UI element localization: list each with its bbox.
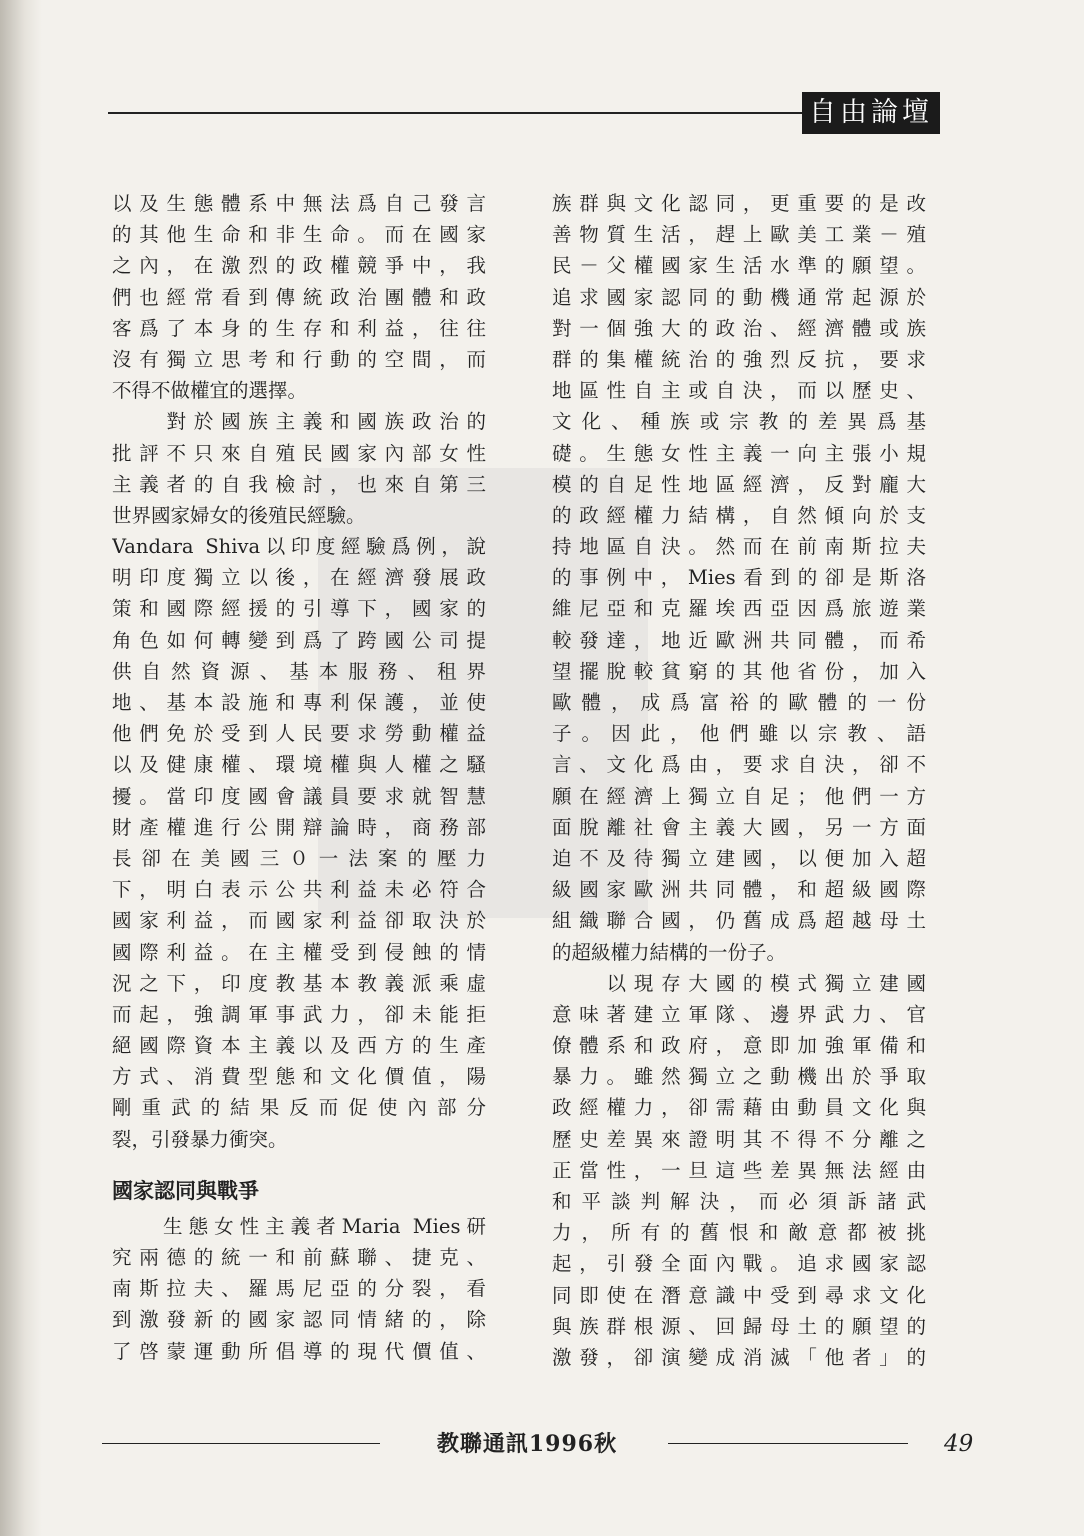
text-line: 供自然資源、基本服務、租界 — [112, 659, 486, 683]
text-line: 持地區自決。然而在前南斯拉夫 — [552, 535, 926, 559]
text-line: 追求國家認同的動機通常起源於 — [552, 285, 926, 309]
text-line: 群的集權統治的強烈反抗，要求 — [552, 347, 926, 371]
text-line: 角色如何轉變到爲了跨國公司提 — [112, 628, 486, 652]
text-line: 力，所有的舊恨和敵意都被挑 — [552, 1221, 926, 1245]
text-line: 究兩德的統一和前蘇聯、捷克、 — [112, 1246, 486, 1269]
text-line: 下，明白表示公共利益未必符合 — [112, 878, 486, 902]
text-line: 世界國家婦女的後殖民經驗。 — [112, 503, 366, 527]
text-line: 生態女性主義者Maria Mies研 — [112, 1214, 486, 1238]
right-column — [552, 188, 926, 1373]
footer-rule-left — [102, 1443, 380, 1444]
text-line: 國家利益，而國家利益卻取決於 — [112, 909, 486, 933]
text-line: 同即使在潛意識中受到尋求文化 — [552, 1283, 926, 1307]
text-line: 僚體系和政府，意即加強軍備和 — [552, 1034, 926, 1058]
text-line: 主義者的自我檢討，也來自第三 — [112, 472, 486, 496]
section-heading: 國家認同與戰爭 — [112, 1178, 259, 1203]
text-line: 與族群根源、回歸母土的願望的 — [552, 1314, 926, 1338]
text-line: 不得不做權宜的選擇。 — [112, 379, 308, 403]
text-line: 以及生態體系中無法爲自己發言 — [112, 192, 486, 215]
text-line: 地、基本設施和專利保護，並使 — [112, 691, 486, 714]
text-line: 迫不及待獨立建國，以便加入超 — [552, 846, 926, 870]
footer — [102, 1430, 974, 1460]
text-line: 組織聯合國，仍舊成爲超越母土 — [552, 909, 926, 933]
footer-rule-right — [668, 1443, 908, 1444]
header-rule — [108, 112, 802, 114]
text-line: 政經權力，卻需藉由動員文化與 — [552, 1096, 926, 1120]
text-line: 善物質生活，趕上歐美工業－殖 — [552, 223, 926, 247]
text-line: 方式、消費型態和文化價值，陽 — [112, 1065, 486, 1089]
text-line: 裂，引發暴力衝突。 — [112, 1127, 288, 1151]
text-line: 況之下，印度教基本教義派乘虛 — [112, 971, 486, 995]
text-line: 意味著建立軍隊、邊界武力、官 — [552, 1002, 926, 1026]
text-line: 礎。生態女性主義一向主張小規 — [552, 441, 926, 465]
text-line: 之內，在激烈的政權競爭中，我 — [112, 254, 486, 278]
text-line: 的超級權力結構的一份子。 — [552, 940, 787, 964]
text-line: 正當性，一旦這些差異無法經由 — [552, 1158, 926, 1182]
text-line: 較發達，地近歐洲共同體，而希 — [552, 628, 926, 652]
text-line: 族群與文化認同，更重要的是改 — [552, 192, 926, 215]
text-line: 客爲了本身的生存和利益，往往 — [112, 316, 486, 340]
text-line: 地區性自主或自決，而以歷史、 — [552, 379, 926, 403]
text-line: 財產權進行公開辯論時，商務部 — [112, 815, 486, 839]
text-line: 文化、種族或宗教的差異爲基 — [552, 410, 926, 434]
text-line: 了啓蒙運動所倡導的現代價值、 — [112, 1339, 486, 1363]
left-column — [112, 188, 486, 1367]
text-line: 級國家歐洲共同體，和超級國際 — [552, 878, 926, 902]
text-line: 對於國族主義和國族政治的 — [112, 410, 486, 434]
text-line: 的其他生命和非生命。而在國家 — [112, 223, 486, 247]
text-line: 言、文化爲由，要求自決，卻不 — [552, 753, 926, 777]
text-line: 他們免於受到人民要求勞動權益 — [112, 722, 486, 746]
text-line: 們也經常看到傳統政治團體和政 — [112, 285, 486, 309]
text-line: 策和國際經援的引導下，國家的 — [112, 597, 486, 621]
text-line: 民－父權國家生活水準的願望。 — [552, 254, 926, 278]
text-line: 的政經權力結構，自然傾向於支 — [552, 503, 926, 527]
text-line: 歷史差異來證明其不得不分離之 — [552, 1127, 926, 1151]
text-line: 以現存大國的模式獨立建國 — [552, 971, 926, 995]
text-line: 面脫離社會主義大國，另一方面 — [552, 815, 926, 839]
text-line: 批評不只來自殖民國家內部女性 — [112, 441, 486, 465]
text-line: 激發，卻演變成消滅「他者」的 — [552, 1345, 926, 1369]
text-line: 歐體，成爲富裕的歐體的一份 — [552, 691, 926, 714]
text-line: 願在經濟上獨立自足；他們一方 — [552, 784, 926, 808]
footer-title: 教聯通訊1996秋 — [436, 1431, 618, 1457]
text-line: 剛重武的結果反而促使內部分 — [112, 1096, 486, 1120]
section-tag: 自由論壇 — [802, 92, 940, 134]
text-line: 起，引發全面內戰。追求國家認 — [552, 1252, 926, 1276]
text-line: 維尼亞和克羅埃西亞因爲旅遊業 — [552, 597, 926, 621]
text-line: 對一個強大的政治、經濟體或族 — [552, 316, 926, 340]
text-line: 絕國際資本主義以及西方的生產 — [112, 1034, 486, 1058]
text-line: 南斯拉夫、羅馬尼亞的分裂，看 — [112, 1277, 486, 1301]
text-line: Vandara Shiva以印度經驗爲例，說 — [112, 535, 486, 559]
text-line: 子。因此，他們雖以宗教、語 — [552, 722, 926, 746]
text-line: 的事例中，Mies看到的卻是斯洛 — [552, 566, 926, 590]
text-line: 暴力。雖然獨立之動機出於爭取 — [552, 1065, 926, 1089]
page-number: 49 — [944, 1431, 974, 1457]
text-line: 到激發新的國家認同情緒的，除 — [112, 1308, 486, 1332]
text-line: 沒有獨立思考和行動的空間，而 — [112, 347, 486, 371]
text-line: 和平談判解決，而必須訴諸武 — [552, 1190, 926, 1213]
text-line: 而起，強調軍事武力，卻未能拒 — [112, 1002, 486, 1026]
page-edge-shadow — [0, 0, 42, 1536]
text-line: 模的自足性地區經濟，反對龐大 — [552, 472, 926, 496]
text-line: 擾。當印度國會議員要求就智慧 — [112, 784, 486, 808]
text-line: 國際利益。在主權受到侵蝕的情 — [112, 940, 486, 964]
text-line: 以及健康權、環境權與人權之騷 — [112, 753, 486, 777]
text-line: 長卻在美國三０一法案的壓力 — [112, 846, 486, 870]
text-line: 望擺脫較貧窮的其他省份，加入 — [552, 659, 926, 683]
text-line: 明印度獨立以後，在經濟發展政 — [112, 566, 486, 590]
